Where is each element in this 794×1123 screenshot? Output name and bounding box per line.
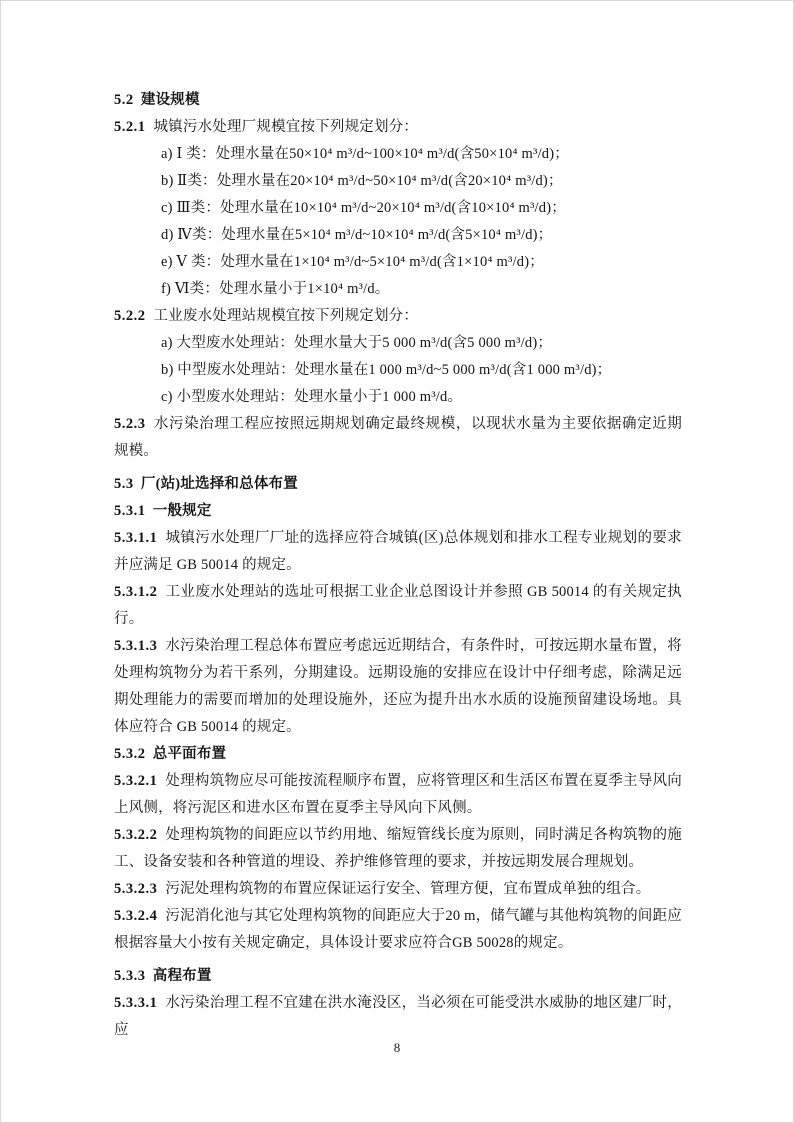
clause-text: 工业废水处理站规模宜按下列规定划分： xyxy=(153,308,419,324)
section-heading xyxy=(114,471,682,498)
clause-paragraph xyxy=(114,768,682,822)
clause-text: f) Ⅵ类：处理水量小于1×10⁴ m³/d。 xyxy=(161,281,390,297)
clause-text: a) 大型废水处理站：处理水量大于5 000 m³/d(含5 000 m³/d)； xyxy=(161,335,553,351)
clause-text: 污泥消化池与其它处理构筑物的间距应大于20 m，储气罐与其他构筑物的间距应根据容量大小按有关规定确定，具体设计要求应符合GB 50028的规定。 xyxy=(114,908,682,951)
clause-text: 厂(站)址选择和总体布置 xyxy=(140,476,298,492)
clause-number: 5.2.2 xyxy=(114,308,146,324)
clause-text: c) Ⅲ类：处理水量在10×10⁴ m³/d~20×10⁴ m³/d(含10×10⁴ m³/d)； xyxy=(161,200,566,216)
clause-text: 处理构筑物应尽可能按流程顺序布置，应将管理区和生活区布置在夏季主导风向上风侧，将污泥区和进水区布置在夏季主导风向下风侧。 xyxy=(114,773,682,816)
clause-paragraph xyxy=(114,114,682,141)
list-item xyxy=(114,195,682,222)
section-heading xyxy=(114,741,682,768)
clause-text: 处理构筑物的间距应以节约用地、缩短管线长度为原则，同时满足各构筑物的施工、设备安装和各种管道的埋设、养护维修管理的要求，并按远期发展合理规划。 xyxy=(114,827,682,870)
clause-text: c) 小型废水处理站：处理水量小于1 000 m³/d。 xyxy=(161,389,463,405)
section-heading xyxy=(114,87,682,114)
list-item xyxy=(114,384,682,411)
list-item xyxy=(114,330,682,357)
clause-text: 水污染治理工程总体布置应考虑远近期结合，有条件时，可按远期水量布置，将处理构筑物分为若干系列，分期建设。远期设施的安排应在设计中仔细考虑，除满足远期处理能力的需要而增加的处理设施外，还应为提升出水水质的设施预留建设场地。具体应符合 GB 50014 的规定。 xyxy=(114,638,682,735)
clause-text: 一般规定 xyxy=(152,503,212,519)
clause-number: 5.3.1.1 xyxy=(114,530,158,546)
clause-paragraph xyxy=(114,876,682,903)
clause-number: 5.3.1.2 xyxy=(114,584,158,600)
clause-number: 5.2.1 xyxy=(114,119,146,135)
clause-paragraph xyxy=(114,525,682,579)
page-number: 8 xyxy=(393,1040,401,1055)
clause-number: 5.3.3 xyxy=(114,968,146,984)
document-body xyxy=(114,87,682,1044)
clause-paragraph xyxy=(114,411,682,465)
clause-text: 建设规模 xyxy=(140,92,200,108)
clause-number: 5.3.1.3 xyxy=(114,638,158,654)
clause-number: 5.3.2.4 xyxy=(114,908,158,924)
list-item xyxy=(114,222,682,249)
clause-number: 5.3.2.3 xyxy=(114,881,158,897)
clause-text: 城镇污水处理厂厂址的选择应符合城镇(区)总体规划和排水工程专业规划的要求并应满足 GB 50014 的规定。 xyxy=(114,530,682,573)
clause-paragraph xyxy=(114,303,682,330)
section-heading xyxy=(114,498,682,525)
clause-text: 水污染治理工程不宜建在洪水淹没区，当必须在可能受洪水威胁的地区建厂时，应 xyxy=(114,995,682,1038)
clause-number: 5.2 xyxy=(114,92,134,108)
clause-text: b) 中型废水处理站：处理水量在1 000 m³/d~5 000 m³/d(含1 000 m³/d)； xyxy=(161,362,612,378)
clause-number: 5.3.2.1 xyxy=(114,773,158,789)
clause-text: 高程布置 xyxy=(152,968,212,984)
clause-number: 5.3 xyxy=(114,476,134,492)
list-item xyxy=(114,276,682,303)
list-item xyxy=(114,168,682,195)
list-item xyxy=(114,141,682,168)
clause-text: 工业废水处理站的选址可根据工业企业总图设计并参照 GB 50014 的有关规定执行。 xyxy=(114,584,682,627)
clause-text: a) Ⅰ 类：处理水量在50×10⁴ m³/d~100×10⁴ m³/d(含50×10⁴ m³/d)； xyxy=(161,146,569,162)
clause-text: 水污染治理工程应按照远期规划确定最终规模，以现状水量为主要依据确定近期规模。 xyxy=(114,416,682,459)
clause-paragraph xyxy=(114,579,682,633)
clause-number: 5.3.3.1 xyxy=(114,995,158,1011)
clause-paragraph xyxy=(114,633,682,741)
clause-number: 5.3.2.2 xyxy=(114,827,158,843)
clause-number: 5.2.3 xyxy=(114,416,146,432)
clause-text: e) Ⅴ 类：处理水量在1×10⁴ m³/d~5×10⁴ m³/d(含1×10⁴ m³/d)； xyxy=(161,254,544,270)
clause-paragraph xyxy=(114,990,682,1044)
clause-number: 5.3.1 xyxy=(114,503,146,519)
clause-text: b) Ⅱ类：处理水量在20×10⁴ m³/d~50×10⁴ m³/d(含20×10⁴ m³/d)； xyxy=(161,173,563,189)
clause-paragraph xyxy=(114,903,682,957)
clause-number: 5.3.2 xyxy=(114,746,146,762)
clause-paragraph xyxy=(114,822,682,876)
section-heading xyxy=(114,963,682,990)
clause-text: d) Ⅳ类：处理水量在5×10⁴ m³/d~10×10⁴ m³/d(含5×10⁴ m³/d)； xyxy=(161,227,553,243)
clause-text: 污泥处理构筑物的布置应保证运行安全、管理方便，宜布置成单独的组合。 xyxy=(165,881,651,897)
list-item xyxy=(114,249,682,276)
clause-text: 城镇污水处理厂规模宜按下列规定划分： xyxy=(153,119,419,135)
list-item xyxy=(114,357,682,384)
clause-text: 总平面布置 xyxy=(152,746,227,762)
